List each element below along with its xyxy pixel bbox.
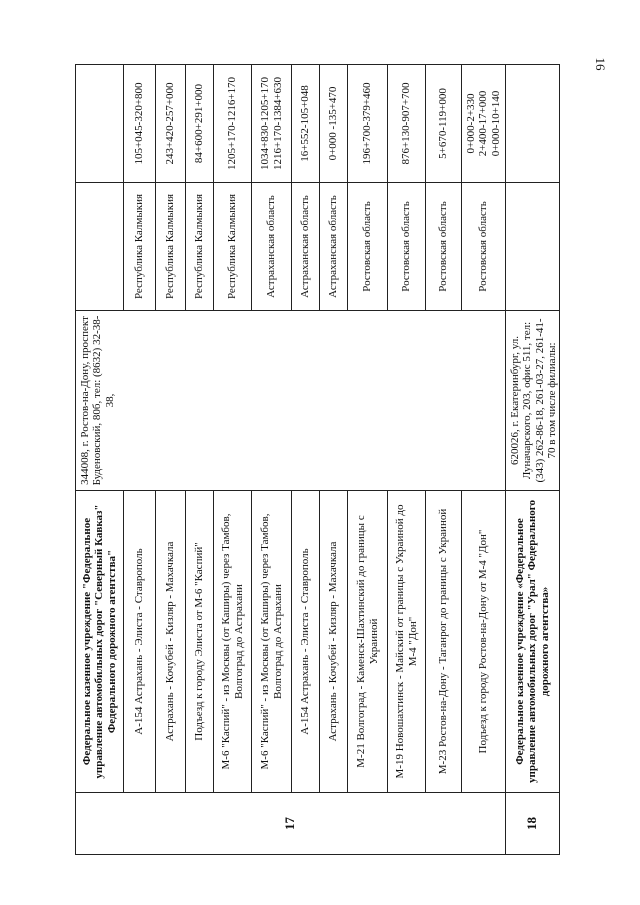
- region-cell: [76, 183, 124, 311]
- km-value: 196+700-379+460: [361, 82, 374, 165]
- address-text: 620026, г. Екатеринбург, ул. Луначарского, 203, офис 511, тел: (343) 262-86-18, 261-03-27, 261-41-70 в том числе филиалы:: [509, 318, 558, 483]
- road-name: Астрахань - Кочубей - Кизляр - Махачкала: [156, 491, 186, 793]
- km-range: [462, 65, 506, 183]
- region-name: Ростовская область: [462, 183, 506, 311]
- km-range: [388, 65, 426, 183]
- km-cell: [76, 65, 124, 183]
- address-text: 344008, г. Ростов-на-Дону, проспект Буденовский, 80б, тел: (8632) 32-38-38,: [79, 315, 116, 486]
- km-value: 5+670-119+000: [437, 88, 450, 159]
- km-range: [214, 65, 252, 183]
- km-value: 1205+170-1216+170: [226, 76, 239, 171]
- road-name: М-21 Волгоград - Каменск-Шахтинский до границы с Украиной: [348, 491, 388, 793]
- km-value: 1034+830-1205+170: [259, 76, 272, 171]
- road-name: Подъезд к городу Ростов-на-Дону от М-4 "Дон": [462, 491, 506, 793]
- road-name: М-19 Новошахтинск - Майский от границы с Украиной до М-4 "Дон": [388, 491, 426, 793]
- km-value: 84+600+291+000: [193, 83, 206, 164]
- organization-name: Федеральное казенное учреждение "Федеральное управление автомобильных дорог "Северный Кавказ" Федерального дорожного агентства": [76, 491, 124, 793]
- region-name: Республика Калмыкия: [156, 183, 186, 311]
- km-value: 243+420-257+000: [164, 82, 177, 165]
- km-value: 0+000-2+330: [465, 93, 478, 154]
- road-name: М-6 "Каспий" - из Москвы (от Каширы) через Тамбов, Волгоград до Астрахани: [252, 491, 292, 793]
- region-name: Астраханская область: [292, 183, 320, 311]
- table-row: [76, 65, 124, 855]
- km-value: 0+000 -135+470: [327, 86, 340, 161]
- region-name: Республика Калмыкия: [186, 183, 214, 311]
- km-value: 1216+170-1384+630: [271, 76, 284, 171]
- roads-table: [75, 64, 560, 855]
- region-name: Астраханская область: [320, 183, 348, 311]
- km-value: 105+045-320+800: [133, 82, 146, 165]
- road-name: А-154 Астрахань - Элиста - Ставрополь: [292, 491, 320, 793]
- region-cell: [506, 183, 560, 311]
- region-name: Ростовская область: [426, 183, 462, 311]
- km-range: [252, 65, 292, 183]
- organization-name: Федеральное казенное учреждение «Федеральное управление автомобильных дорог "Урал" Федерального дорожного агентства»: [506, 491, 560, 793]
- road-name: А-154 Астрахань - Элиста - Ставрополь: [124, 491, 156, 793]
- road-name: Подъезд к городу Элиста от М-6 "Каспий": [186, 491, 214, 793]
- region-name: Ростовская область: [388, 183, 426, 311]
- km-value: 0+000-10+140: [489, 90, 502, 157]
- row-number: 17: [76, 793, 506, 855]
- km-range: [186, 65, 214, 183]
- road-name: М-6 "Каспий" - из Москвы (от Каширы) через Тамбов, Волгоград до Астрахани: [214, 491, 252, 793]
- region-name: Ростовская область: [348, 183, 388, 311]
- region-name: Республика Калмыкия: [124, 183, 156, 311]
- km-value: 2+400-17+000: [477, 90, 490, 157]
- road-name: Астрахань - Кочубей - Кизляр - Махачкала: [320, 491, 348, 793]
- km-range: [426, 65, 462, 183]
- km-range: [156, 65, 186, 183]
- km-range: [124, 65, 156, 183]
- km-value: 16+552-105+048: [299, 85, 312, 162]
- km-range: [320, 65, 348, 183]
- address-cell: [506, 311, 560, 491]
- km-range: [292, 65, 320, 183]
- page-number: 16: [593, 57, 608, 71]
- road-name: М-23 Ростов-на-Дону - Таганрог до границы с Украиной: [426, 491, 462, 793]
- rotated-table-page: [75, 65, 558, 855]
- table-row: [506, 65, 560, 855]
- km-cell: [506, 65, 560, 183]
- address-cell: [76, 311, 506, 491]
- km-value: 876+130-907+700: [400, 82, 413, 165]
- km-range: [348, 65, 388, 183]
- region-name: Астраханская область: [252, 183, 292, 311]
- row-number: 18: [506, 793, 560, 855]
- region-name: Республика Калмыкия: [214, 183, 252, 311]
